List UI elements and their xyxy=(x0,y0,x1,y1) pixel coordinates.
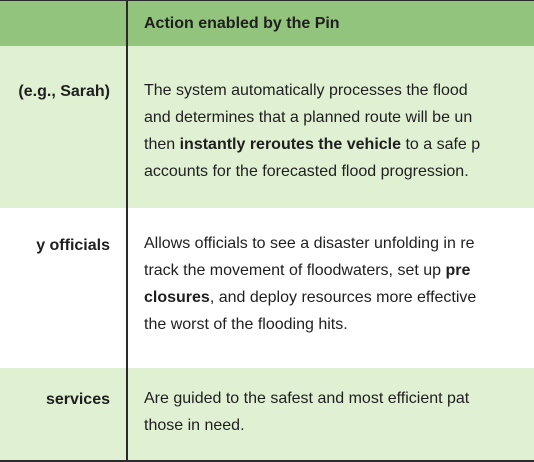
role-label: y officials xyxy=(36,237,110,254)
text-run: accounts for the forecasted flood progression. xyxy=(144,163,469,180)
header-cell-action xyxy=(128,1,534,47)
table-row xyxy=(0,46,534,208)
action-description xyxy=(144,385,469,439)
table-header-row xyxy=(0,0,534,47)
role-label: (e.g., Sarah) xyxy=(18,83,110,100)
description-line xyxy=(144,131,480,158)
text-run: those in need. xyxy=(144,417,245,434)
text-run: Are guided to the safest and most efficient pat xyxy=(144,390,470,407)
text-run: the worst of the flooding hits. xyxy=(144,316,348,333)
action-cell xyxy=(128,368,534,460)
action-description xyxy=(144,230,476,338)
role-cell xyxy=(0,46,128,208)
text-run: to a safe p xyxy=(401,136,481,153)
emphasis-text: closures xyxy=(144,289,210,306)
role-cell xyxy=(0,208,128,368)
description-line xyxy=(144,104,480,131)
action-description xyxy=(144,77,480,185)
emphasis-text: instantly reroutes the vehicle xyxy=(179,136,401,153)
description-line xyxy=(144,77,480,104)
text-run: , and deploy resources more effective xyxy=(209,289,477,306)
text-run: then xyxy=(144,136,180,153)
header-action-label: Action enabled by the Pin xyxy=(144,15,340,32)
text-run: The system automatically processes the flood xyxy=(144,82,468,99)
description-line xyxy=(144,412,469,439)
description-line xyxy=(144,385,469,412)
text-run: track the movement of floodwaters, set up xyxy=(144,262,446,279)
description-line xyxy=(144,158,480,185)
description-line xyxy=(144,257,476,284)
role-cell xyxy=(0,368,128,460)
header-cell-role xyxy=(0,1,128,47)
action-cell xyxy=(128,46,534,208)
description-line xyxy=(144,311,476,338)
emphasis-text: pre xyxy=(445,262,471,279)
description-line xyxy=(144,284,476,311)
action-cell xyxy=(128,208,534,368)
text-run: and determines that a planned route will be un xyxy=(144,109,473,126)
table-row xyxy=(0,208,534,368)
text-run: Allows officials to see a disaster unfolding in re xyxy=(144,235,475,252)
description-line xyxy=(144,230,476,257)
table-row xyxy=(0,368,534,460)
role-label: services xyxy=(45,391,110,408)
